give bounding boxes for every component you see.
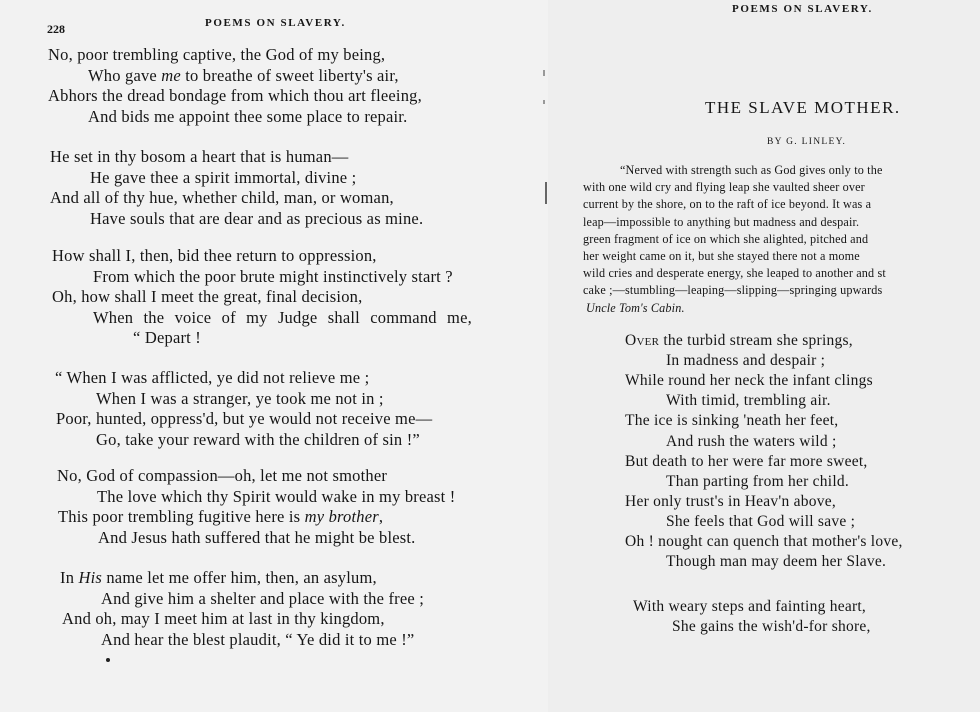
- poem-line: And hear the blest plaudit, “ Ye did it to me !”: [101, 629, 415, 649]
- poem-line: “ When I was afflicted, ye did not relieve me ;: [55, 368, 370, 387]
- epigraph-line: leap—impossible to anything but madness and despair.: [583, 214, 860, 229]
- poem-line: She gains the wish'd-for shore,: [672, 618, 871, 636]
- gutter-mark: [543, 100, 545, 104]
- gutter-mark: [543, 70, 545, 76]
- poem-line: She feels that God will save ;: [666, 512, 856, 530]
- poem-line: In His name let me offer him, then, an asylum,: [60, 568, 377, 587]
- poem-line: But death to her were far more sweet,: [625, 452, 868, 470]
- poem-line: Have souls that are dear and as precious as mine.: [90, 208, 424, 228]
- poem-line: Oh ! nought can quench that mother's love,: [625, 533, 903, 550]
- poem-line: Who gave me to breathe of sweet liberty's air,: [88, 65, 399, 85]
- poem-line: In madness and despair ;: [666, 352, 826, 370]
- page-number: 228: [47, 22, 65, 36]
- left-running-head: POEMS ON SLAVERY.: [205, 17, 346, 29]
- epigraph-source: Uncle Tom's Cabin.: [586, 300, 685, 315]
- poem-line: While round her neck the infant clings: [625, 372, 873, 390]
- epigraph-line: cake ;—stumbling—leaping—slipping—springing upwards: [583, 283, 883, 298]
- epigraph-line: with one wild cry and flying leap she vaulted sheer over: [583, 180, 865, 195]
- poem-line: And Jesus hath suffered that he might be blest.: [98, 527, 416, 547]
- poem-line: When I was a stranger, ye took me not in ;: [96, 388, 384, 408]
- right-running-head: POEMS ON SLAVERY.: [732, 3, 873, 15]
- poem-line: Oh, how shall I meet the great, final decision,: [52, 287, 363, 306]
- poem-line: How shall I, then, bid thee return to oppression,: [52, 246, 377, 265]
- gutter-mark: [545, 182, 547, 204]
- ink-dot: [106, 658, 110, 662]
- poem-line: With weary steps and fainting heart,: [633, 598, 867, 615]
- poem-line: No, poor trembling captive, the God of my being,: [48, 45, 386, 64]
- poem-line: He gave thee a spirit immortal, divine ;: [90, 167, 357, 187]
- poem-line: Than parting from her child.: [666, 472, 850, 490]
- epigraph-line: current by the shore, on to the raft of ice beyond. It was a: [583, 197, 872, 212]
- epigraph-line: green fragment of ice on which she alighted, pitched and: [583, 231, 869, 246]
- poem-first-word: Over: [625, 332, 660, 349]
- poem-line: From which the poor brute might instinctively start ?: [93, 266, 453, 286]
- poem-line: And all of thy hue, whether child, man, or woman,: [50, 188, 394, 207]
- poem-line: And oh, may I meet him at last in thy kingdom,: [62, 609, 385, 628]
- epigraph-line: wild cries and desperate energy, she leaped to another and st: [583, 266, 886, 281]
- poem-line: And give him a shelter and place with the free ;: [101, 588, 424, 608]
- epigraph-line: “Nerved with strength such as God gives only to the: [620, 163, 883, 177]
- poem-line: When the voice of my Judge shall command me,: [93, 307, 472, 327]
- poem-line: Over the turbid stream she springs,: [625, 332, 853, 349]
- poem-line: And rush the waters wild ;: [666, 432, 837, 450]
- poem-line: This poor trembling fugitive here is my brother,: [58, 507, 384, 526]
- poem-line: Abhors the dread bondage from which thou art fleeing,: [48, 86, 422, 105]
- poem-line: With timid, trembling air.: [666, 392, 831, 410]
- poem-line: And bids me appoint thee some place to repair.: [88, 106, 408, 126]
- poem-line: The ice is sinking 'neath her feet,: [625, 412, 839, 430]
- poem-line: The love which thy Spirit would wake in my breast !: [97, 486, 456, 506]
- poem-line: Go, take your reward with the children of sin !”: [96, 429, 420, 449]
- poem-line: “ Depart !: [133, 328, 201, 347]
- poem-byline: BY G. LINLEY.: [767, 137, 847, 147]
- epigraph-line: her weight came on it, but she stayed there not a mome: [583, 249, 860, 263]
- poem-line: Though man may deem her Slave.: [666, 553, 887, 571]
- right-page: [548, 0, 980, 712]
- poem-line: No, God of compassion—oh, let me not smother: [57, 466, 388, 485]
- poem-line: Poor, hunted, oppress'd, but ye would not receive me—: [56, 409, 433, 428]
- poem-title: THE SLAVE MOTHER.: [705, 98, 901, 117]
- poem-line: Her only trust's in Heav'n above,: [625, 492, 836, 510]
- poem-line: He set in thy bosom a heart that is human—: [50, 147, 349, 166]
